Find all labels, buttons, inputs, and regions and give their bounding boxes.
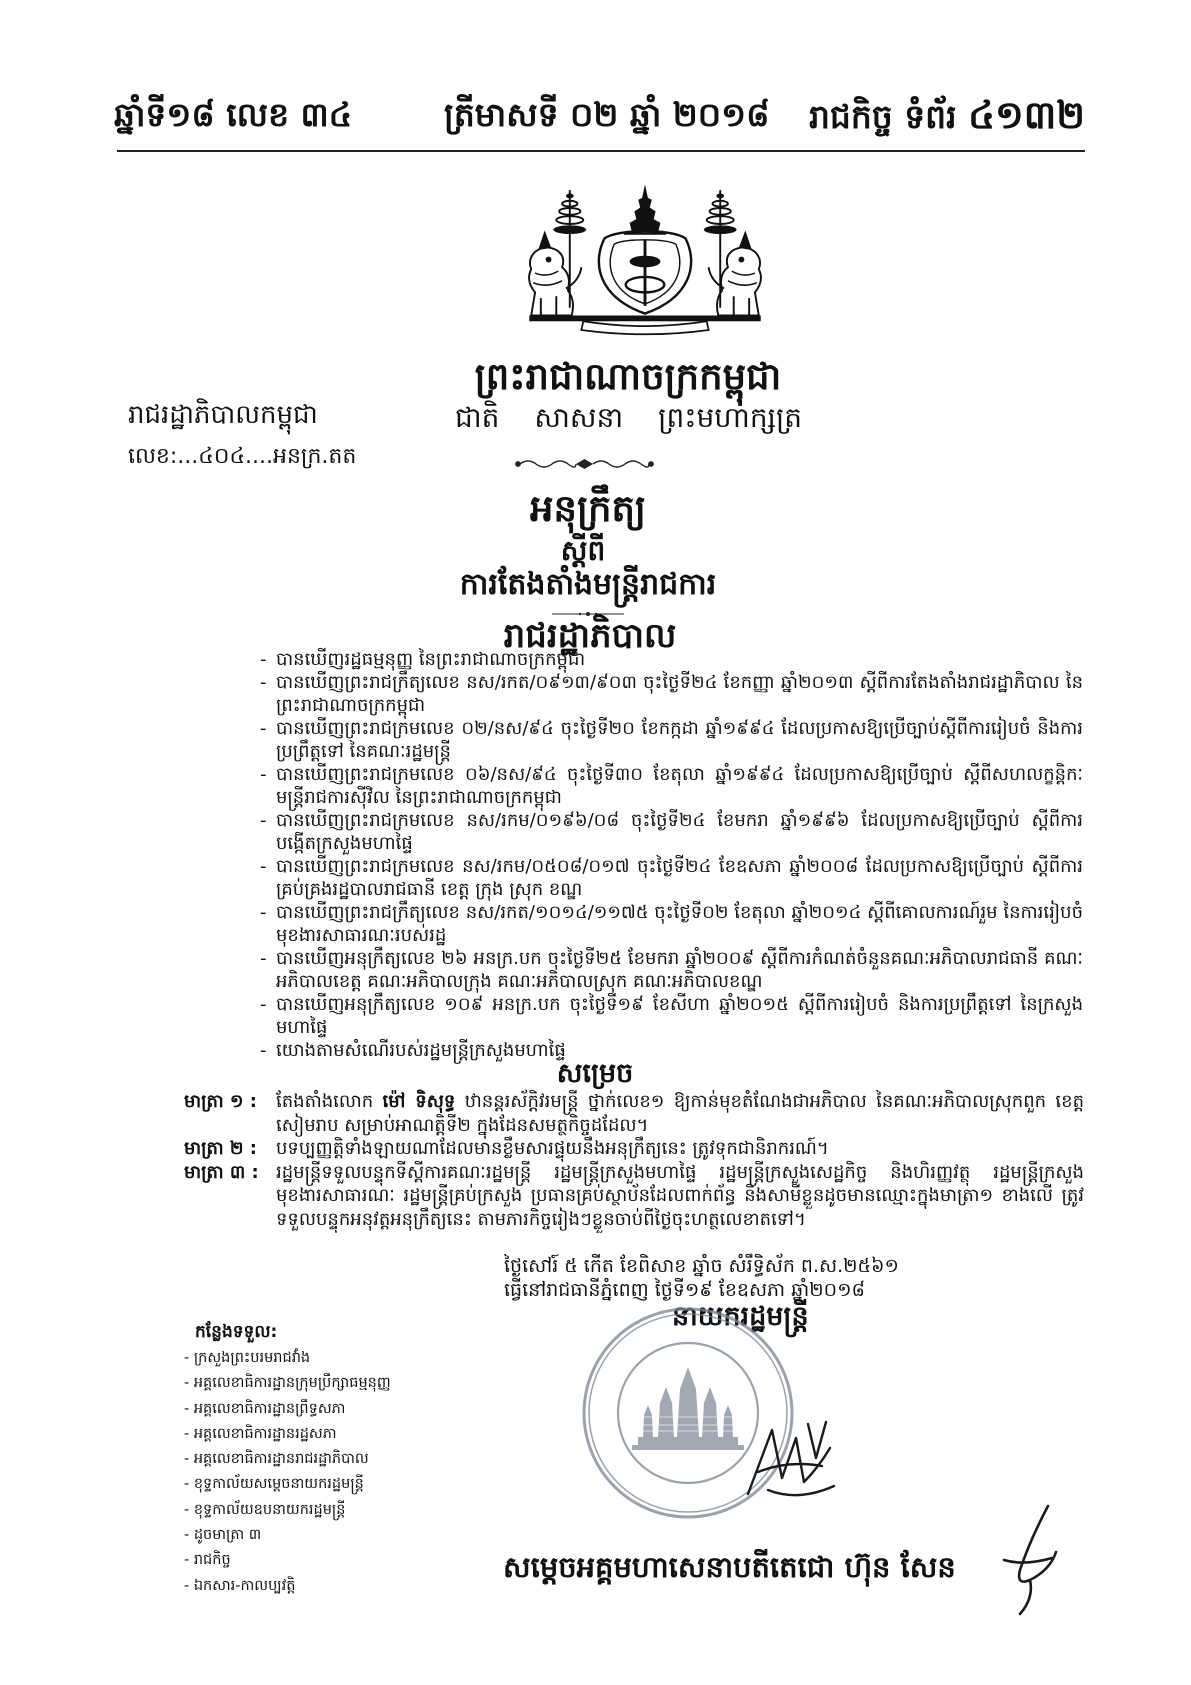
gazette-page-label: រាជកិច្ច ទំព័រ <box>808 97 957 136</box>
consideration-item: - បានឃើញព្រះរាជក្រមលេខ ០២/នស/៩៤ ចុះថ្ងៃទី២០ ខែកក្កដា ឆ្នាំ១៩៩៤ ដែលប្រកាសឱ្យប្រើច្បាប់ស្តីពីការរៀបចំ និងការប្រព្រឹត្តទៅ នៃគណៈរដ្ឋមន្ត្រី <box>260 717 1083 763</box>
consideration-item: - បានឃើញព្រះរាជក្រឹត្យលេខ នស/រកត/០៩១៣/៩០៣ ចុះថ្ងៃទី២៤ ខែកញ្ញា ឆ្នាំ២០១៣ ស្តីពីការតែងតាំងរាជរដ្ឋាភិបាល នៃព្រះរាជាណាចក្រកម្ពុជា <box>260 671 1083 717</box>
article-label: មាត្រា ១ : <box>184 1091 257 1112</box>
article-text: បទប្បញ្ញត្តិទាំងឡាយណាដែលមានខ្លឹមសារផ្ទុយនឹងអនុក្រឹត្យនេះ ត្រូវទុកជានិរាករណ៍។ <box>276 1138 829 1159</box>
recipient-item: - ដូចមាត្រា ៣ <box>184 1523 544 1548</box>
consideration-item: - បានឃើញព្រះរាជក្រមលេខ នស/រកម/០១៩៦/០៨ ចុះថ្ងៃទី២៤ ខែមករា ឆ្នាំ១៩៩៦ ដែលប្រកាសឱ្យប្រើច្បាប់ ស្តីពីការបង្កើតក្រសួងមហាផ្ទៃ <box>260 809 1083 855</box>
lunar-date: ថ្ងៃសៅរ៍ ៥ កើត ខែពិសាខ ឆ្នាំច សំរឹទ្ធិស័ក ព.ស.២៥៦១ <box>504 1255 899 1277</box>
signatory-name: សម្តេចអគ្គមហាសេនាបតីតេជោ ហ៊ុន សែន <box>503 1550 956 1584</box>
motto-ornament <box>514 456 655 472</box>
recipient-item: - ក្រសួងព្រះបរមរាជវាំង <box>184 1346 544 1371</box>
gazette-page <box>809 92 1085 140</box>
recipient-item: - អគ្គលេខាធិការដ្ឋានរាជរដ្ឋាភិបាល <box>184 1447 544 1472</box>
article-label: មាត្រា ២ : <box>184 1138 257 1159</box>
document-subject: ការតែងតាំងមន្ត្រីរាជការ <box>459 567 717 602</box>
decision-heading: សម្រេច <box>556 1058 634 1089</box>
consideration-item: - យោងតាមសំណើរបស់រដ្ឋមន្ត្រីក្រសួងមហាផ្ទៃ <box>260 1039 1083 1062</box>
article-1 <box>184 1090 1084 1137</box>
recipient-item: - អគ្គលេខាធិការដ្ឋានព្រឹទ្ធសភា <box>184 1397 544 1422</box>
decree-reference-number: លេខ:...៤០៤....អនក្រ.តត <box>128 444 357 469</box>
article-2 <box>184 1137 1084 1161</box>
handwritten-signature <box>738 1408 848 1508</box>
article-label: មាត្រា ៣ : <box>184 1161 259 1183</box>
royal-arms-emblem <box>510 184 780 339</box>
considerations-list <box>260 648 1083 1062</box>
consideration-item: - បានឃើញព្រះរាជក្រឹត្យលេខ នស/រកត/១០១៤/១១៧៥ ចុះថ្ងៃទី០២ ខែតុលា ឆ្នាំ២០១៤ ស្តីពីគោលការណ៍រួម នៃការរៀបចំមុខងារសាធារណៈរបស់រដ្ឋ <box>260 901 1083 947</box>
appointee-name: ម៉ៅ ទិសុទ្ធ <box>382 1091 456 1112</box>
signatory-title: នាយករដ្ឋមន្ត្រី <box>672 1301 809 1332</box>
national-motto: ជាតិ សាសនា ព្រះមហាក្សត្រ <box>455 401 803 434</box>
gazette-quarter: ត្រីមាសទី ០២ ឆ្នាំ ២០១៨ <box>444 95 770 134</box>
header-rule <box>117 150 1085 152</box>
issuing-government: រាជរដ្ឋាភិបាលកម្ពុជា <box>128 400 318 430</box>
gazette-page-number: ៤១៣២ <box>968 93 1085 137</box>
article-text-after: ឋានន្តរស័ក្តិវរមន្ត្រី ថ្នាក់លេខ១ ឱ្យកាន់មុខតំណែងជាអភិបាល នៃគណៈអភិបាលស្រុកពួក ខេត្តសៀមរាប សម្រាប់អាណត្តិទី២ ក្នុងដែនសមត្ថកិច្ចដដែល។ <box>276 1091 1085 1136</box>
recipient-item: - អគ្គលេខាធិការដ្ឋានក្រុមប្រឹក្សាធម្មនុញ្ញ <box>184 1371 544 1396</box>
gazette-year-issue: ឆ្នាំទី១៨ លេខ ៣៤ <box>114 95 353 134</box>
recipient-item: - អគ្គលេខាធិការដ្ឋានរដ្ឋសភា <box>184 1422 544 1447</box>
recipient-item: - ខុទ្ទកាល័យសម្តេចនាយករដ្ឋមន្ត្រី <box>184 1472 544 1497</box>
document-about: ស្តីពី <box>560 534 606 567</box>
place-and-date: ធ្វើនៅរាជធានីភ្នំពេញ ថ្ងៃទី១៩ ខែឧសភា ឆ្នាំ២០១៨ <box>504 1279 865 1301</box>
kingdom-title: ព្រះរាជាណាចក្រកម្ពុជា <box>474 355 782 398</box>
issuing-authority: រាជរដ្ឋាភិបាល <box>503 616 677 656</box>
recipients-block <box>184 1318 544 1599</box>
article-text <box>276 1090 1084 1137</box>
consideration-item: - បានឃើញរដ្ឋធម្មនុញ្ញ នៃព្រះរាជាណាចក្រកម្ពុជា <box>260 648 1083 671</box>
signature-flourish <box>990 1500 1070 1620</box>
article-text: រដ្ឋមន្ត្រីទទួលបន្ទុកទីស្តីការគណៈរដ្ឋមន្ត្រី រដ្ឋមន្ត្រីក្រសួងមហាផ្ទៃ រដ្ឋមន្ត្រីក្រសួងសេដ្ឋកិច្ច និងហិរញ្ញវត្ថុ រដ្ឋមន្ត្រីក្រសួងមុខងារសាធារណៈ រដ្ឋមន្ត្រីគ្រប់ក្រសួង ប្រធានគ្រប់ស្ថាប័នដែលពាក់ព័ន្ធ និងសាមីខ្លួនដូចមានឈ្មោះក្នុងមាត្រា១ ខាងលើ ត្រូវទទួលបន្ទុកអនុវត្តអនុក្រឹត្យនេះ តាមភារកិច្ចរៀងៗខ្លួនចាប់ពីថ្ងៃចុះហត្ថលេខាតទៅ។ <box>276 1161 1084 1230</box>
consideration-item: - បានឃើញអនុក្រឹត្យលេខ ១០៩ អនក្រ.បក ចុះថ្ងៃទី១៩ ខែសីហា ឆ្នាំ២០១៥ ស្តីពីការរៀបចំ និងការប្រព្រឹត្តទៅ នៃក្រសួងមហាផ្ទៃ <box>260 993 1083 1039</box>
document-type: អនុក្រឹត្យ <box>530 487 646 530</box>
recipient-item: - ខុទ្ទកាល័យឧបនាយករដ្ឋមន្ត្រី <box>184 1498 544 1523</box>
recipient-item: - រាជកិច្ច <box>184 1548 544 1573</box>
consideration-item: - បានឃើញព្រះរាជក្រមលេខ នស/រកម/០៥០៨/០១៧ ចុះថ្ងៃទី២៤ ខែឧសភា ឆ្នាំ២០០៨ ដែលប្រកាសឱ្យប្រើច្បាប់ ស្តីពីការគ្រប់គ្រងរដ្ឋបាលរាជធានី ខេត្ត ក្រុង ស្រុក ខណ្ឌ <box>260 855 1083 901</box>
article-3 <box>184 1161 1084 1232</box>
recipients-heading: កន្លែងទទួល: <box>195 1322 278 1342</box>
articles <box>184 1090 1084 1231</box>
article-text-before: តែងតាំងលោក <box>276 1091 383 1112</box>
recipient-item: - ឯកសារ-កាលប្បវត្តិ <box>184 1574 544 1599</box>
recipients-list <box>184 1346 544 1599</box>
consideration-item: - បានឃើញអនុក្រឹត្យលេខ ២៦ អនក្រ.បក ចុះថ្ងៃទី២៥ ខែមករា ឆ្នាំ២០០៩ ស្តីពីការកំណត់ចំនួនគណៈអភិបាលរាជធានី គណៈអភិបាលខេត្ត គណៈអភិបាលក្រុង គណៈអភិបាលស្រុក គណៈអភិបាលខណ្ឌ <box>260 947 1083 993</box>
consideration-item: - បានឃើញព្រះរាជក្រមលេខ ០៦/នស/៩៤ ចុះថ្ងៃទី៣០ ខែតុលា ឆ្នាំ១៩៩៤ ដែលប្រកាសឱ្យប្រើច្បាប់ ស្តីពីសហលក្ខន្តិកៈមន្ត្រីរាជការស៊ីវិល នៃព្រះរាជាណាចក្រកម្ពុជា <box>260 763 1083 809</box>
